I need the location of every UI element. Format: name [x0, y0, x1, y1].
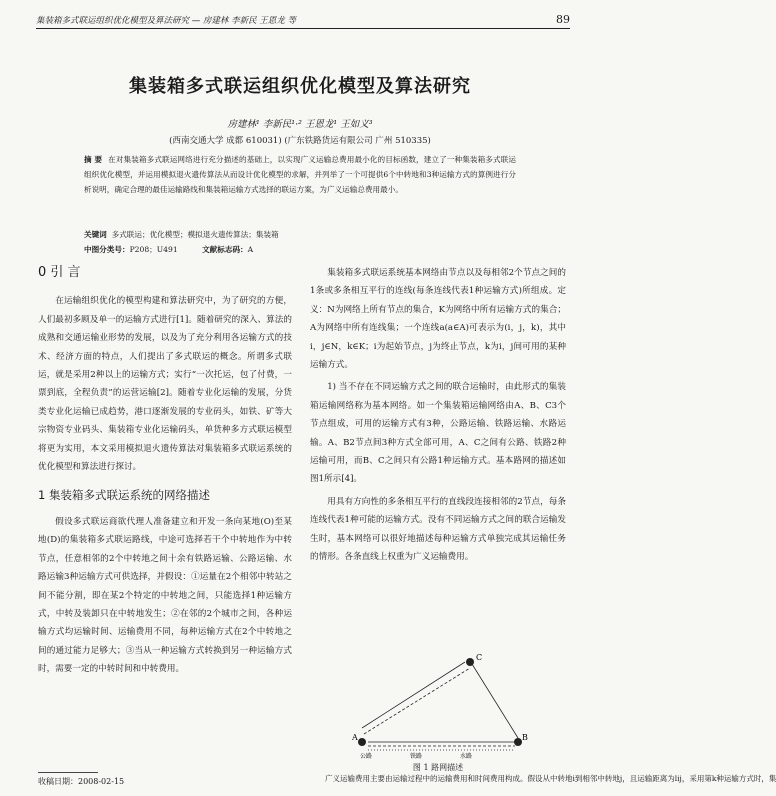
abstract-label: 摘 要 [84, 155, 103, 164]
abstract-text: 在对集装箱多式联运网络进行充分描述的基础上，以实现广义运输总费用最小化的目标函数，建立了一种集装箱多式联运组织优化模型，并运用模拟退火遗传算法从而设计优化模型的求解，并列举了一个可提供6个中转地和3种运输方式的算例进行分析说明，确定合理的最佳运输路线和集装箱运输方式选择的联运方案，为广义运输总费用最小。 [84, 155, 516, 194]
edge-a-c-rail [364, 668, 470, 734]
node-b [514, 738, 522, 746]
doc-label: 文献标志码： [202, 245, 248, 254]
figure-caption: 图 1 路网描述 [412, 763, 464, 772]
basic-network-paragraph: 1) 当不存在不同运输方式之间的联合运输时，由此形式的集装箱运输网络称为基本网络。如一个集装箱运输网络由A、B、C3个节点组成，可用的运输方式有3种，公路运输、铁路运输、水路运输。A、B2节点间3种方式全部可用，A、C之间有公路、铁路2种运输可用，而B、C之间只有公路1种运输方式。基本路网的描述如图1所示[4]。 [310, 382, 566, 485]
node-b-label: B [522, 733, 528, 742]
page-number: 89 [556, 13, 570, 26]
clc-code: P208；U491 [129, 245, 178, 254]
running-title: 集装箱多式联运组织优化模型及算法研究 — 房建林 李新民 王恩龙 等 [36, 16, 297, 26]
cost-paragraph-snippet [310, 774, 776, 784]
route-network-figure [350, 650, 530, 760]
node-c [466, 658, 474, 666]
author-list: 房建林¹ 李新民¹·² 王恩龙¹ 王如义³ [227, 119, 373, 130]
paper-title: 集装箱多式联运组织优化模型及算法研究 [129, 76, 471, 97]
cost-paragraph: 广义运输费用主要由运输过程中的运输费用和时间费用构成。假设从中转地i到相邻中转地j，且运输距离为lij，采用第k种运输方式时，集 [325, 774, 776, 783]
legend-road: 公路 [360, 753, 373, 760]
abstract [84, 152, 516, 197]
affiliation: (西南交通大学 成都 610031) (广东铁路货运有限公司 广州 510335) [169, 136, 431, 146]
doc-code: A [247, 245, 254, 254]
edge-a-c-road [362, 662, 465, 728]
left-column [38, 264, 292, 679]
intro-paragraph: 在运输组织优化的模型构建和算法研究中，为了研究的方便，人们最初多顾及单一的运输方式进行[1]。随着研究的深入、算法的成熟和交通运输业形势的发展，以及为了充分利用各运输方式的技术、经济方面的特点，人们提出了多式联运的概念。所谓多式联运，就是采用2种以上的运输方式；实行“一次托运，包了付费，一票到底，全程负责”的运营运输[2]。随着专业化运输的发展，分货类专业化运输已成趋势，港口逐渐发展的专业码头，如铁、矿等大宗物资专业码头、集装箱专业化运输码头，单货种多方式联运模型将更为实用，本文采用模拟退火遗传算法对集装箱多式联运系统的优化模型和算法进行探讨。 [38, 296, 292, 473]
network-paragraph: 假设多式联运商欲代理人准备建立和开发一条向某地(O)至某地(D)的集装箱多式联运路线，中途可选择若干个中转地作为中转节点，任意相邻的2个中转地之间十余有铁路运输、公路运输、水路运输3种运输方式可供选择，并假设：①运量在2个相邻中转站之间不能分割，即在某2个特定的中转地之间，只能选择1种运输方式，中转及装卸只在中转地发生；②在邻的2个城市之间，各种运输方式均运输时间、运输费用不同，每种运输方式在2个中转地之间的通过能力足够大；③当从一种运输方式转换到另一种运输方式时，需要一定的中转时间和中转费用。 [38, 516, 292, 675]
section-0-heading: 0 引 言 [38, 265, 81, 280]
footnote-rule [38, 772, 98, 773]
legend-rail: 铁路 [410, 753, 423, 760]
direction-paragraph: 用具有方向性的多条相互平行的直线段连接相邻的2节点，每条连线代表1种可能的运输方式。没有不同运输方式之间的联合运输发生时，基本网络可以很好地描述每种运输方式单独完成其运输任务的情形。各条直线上权重为广义运输费用。 [310, 496, 566, 563]
classification [84, 242, 516, 257]
clc-label: 中图分类号： [84, 245, 130, 254]
running-header [36, 6, 570, 26]
definition-paragraph: 集装箱多式联运系统基本网络由节点以及每相邻2个节点之间的1条或多条相互平行的连线(每条连线代表1种运输方式)所组成。定义：N为网络上所有节点的集合，K为网络中所有运输方式的集合；A为网络中所有连线集；一个连线a(a∈A)可表示为(i，j，k)，其中i，j∈N，k∈K；i为起始节点，j为终止节点，k为i，j间可用的某种运输方式。 [310, 268, 566, 371]
section-1-heading: 1 集装箱多式联运系统的网络描述 [38, 488, 210, 503]
right-column [310, 264, 566, 567]
edge-c-b-road [472, 664, 518, 738]
node-a-label: A [352, 733, 358, 742]
header-rule [36, 28, 570, 29]
keywords [84, 227, 516, 242]
node-a [358, 738, 366, 746]
node-c-label: C [476, 653, 483, 662]
received-date: 收稿日期：2008-02-15 [38, 777, 125, 786]
legend-water: 水路 [460, 753, 473, 760]
keywords-text: 多式联运；优化模型；模拟退火遗传算法；集装箱 [111, 230, 279, 239]
keywords-label: 关键词 [84, 230, 107, 239]
